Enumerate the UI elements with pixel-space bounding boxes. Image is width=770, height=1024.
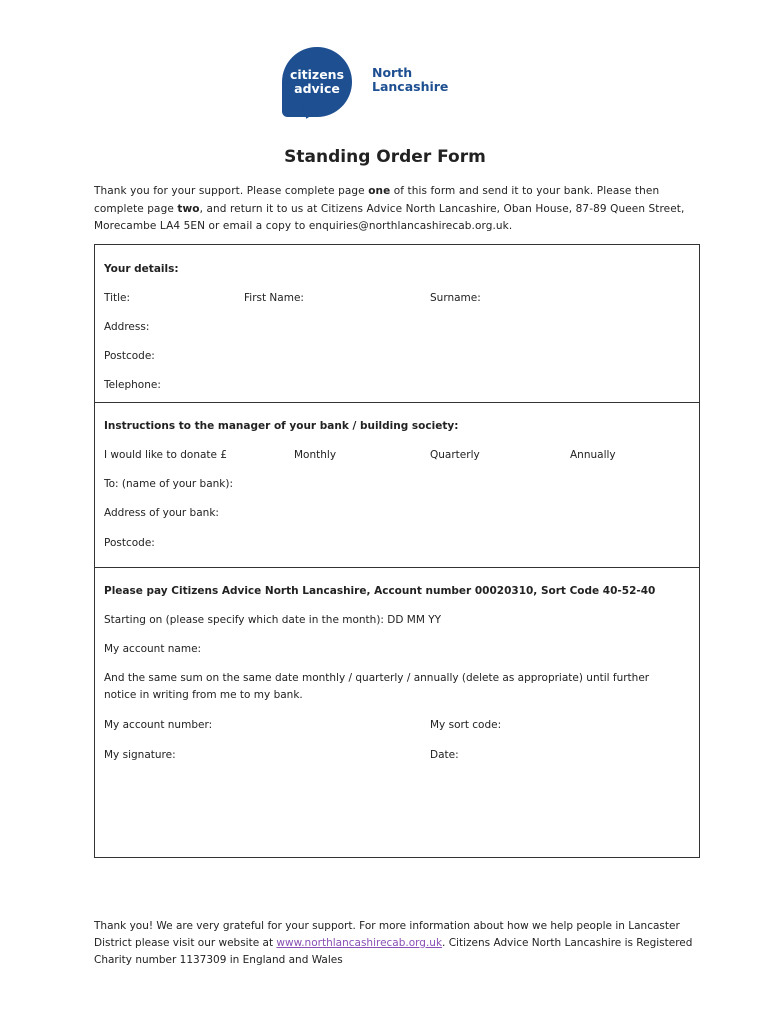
bank-address-field-label[interactable]: Address of your bank: bbox=[104, 507, 219, 519]
payment-details-heading: Please pay Citizens Advice North Lancashire, Account number 00020310, Sort Code 40-52-40 bbox=[104, 585, 656, 597]
bank-postcode-field-label[interactable]: Postcode: bbox=[104, 537, 155, 549]
logo-word-lancashire: Lancashire bbox=[372, 79, 449, 94]
frequency-monthly-option[interactable]: Monthly bbox=[294, 449, 337, 461]
frequency-annually-option[interactable]: Annually bbox=[570, 449, 616, 461]
citizens-advice-logo bbox=[278, 47, 449, 119]
website-link[interactable]: www.northlancashirecab.org.uk bbox=[276, 937, 443, 949]
logo-word-north: North bbox=[372, 65, 413, 80]
sort-code-field-label[interactable]: My sort code: bbox=[430, 719, 502, 731]
same-sum-text-line1: And the same sum on the same date monthly / quarterly / annually (delete as appropriate) until further bbox=[104, 672, 650, 684]
bank-name-field-label[interactable]: To: (name of your bank): bbox=[104, 478, 234, 490]
date-field-label[interactable]: Date: bbox=[430, 749, 459, 761]
your-details-section bbox=[94, 244, 700, 403]
first-name-field-label[interactable]: First Name: bbox=[244, 292, 304, 304]
footer-note bbox=[94, 918, 694, 969]
page-title: Standing Order Form bbox=[284, 147, 486, 167]
account-name-field-label[interactable]: My account name: bbox=[104, 643, 202, 655]
intro-bold-one: one bbox=[368, 185, 391, 197]
surname-field-label[interactable]: Surname: bbox=[430, 292, 481, 304]
footer-text-2: . Citizens Advice North Lancashire is Registered Charity number 1137309 in England and Wales bbox=[94, 937, 693, 966]
frequency-quarterly-option[interactable]: Quarterly bbox=[430, 449, 480, 461]
logo-speech-bubble bbox=[282, 47, 352, 117]
same-sum-text-line2: notice in writing from me to my bank. bbox=[104, 689, 303, 701]
title-field-label[interactable]: Title: bbox=[104, 292, 131, 304]
intro-paragraph bbox=[94, 183, 694, 236]
intro-text-3: , and return it to us at Citizens Advice North Lancashire, Oban House, 87-89 Queen Street, Morecambe LA4 5EN or email a copy to enquiries@northlancashirecab.org.uk. bbox=[94, 202, 685, 232]
account-number-field-label[interactable]: My account number: bbox=[104, 719, 213, 731]
your-details-heading: Your details: bbox=[104, 263, 179, 275]
address-field-label[interactable]: Address: bbox=[104, 321, 150, 333]
logo-word-advice: advice bbox=[294, 81, 340, 96]
intro-bold-two: two bbox=[177, 202, 200, 215]
signature-field-label[interactable]: My signature: bbox=[104, 749, 176, 761]
logo-branch-name bbox=[372, 66, 448, 94]
start-date-field-label[interactable]: Starting on (please specify which date in the month): DD MM YY bbox=[104, 614, 442, 626]
intro-text-1: Thank you for your support. Please complete page bbox=[94, 185, 369, 197]
logo-word-citizens: citizens bbox=[289, 67, 345, 82]
bank-instructions-heading: Instructions to the manager of your bank / building society: bbox=[104, 420, 459, 432]
bank-instructions-section bbox=[94, 402, 700, 568]
postcode-field-label[interactable]: Postcode: bbox=[104, 350, 155, 362]
payment-details-section bbox=[94, 567, 700, 858]
donate-amount-label[interactable]: I would like to donate £ bbox=[104, 449, 228, 461]
telephone-field-label[interactable]: Telephone: bbox=[104, 379, 161, 391]
footer-text-1: Thank you! We are very grateful for your support. For more information about how we help people in Lancaster District please visit our website at bbox=[94, 920, 680, 949]
intro-text-2: of this form and send it to your bank. Please then complete page bbox=[94, 185, 660, 215]
